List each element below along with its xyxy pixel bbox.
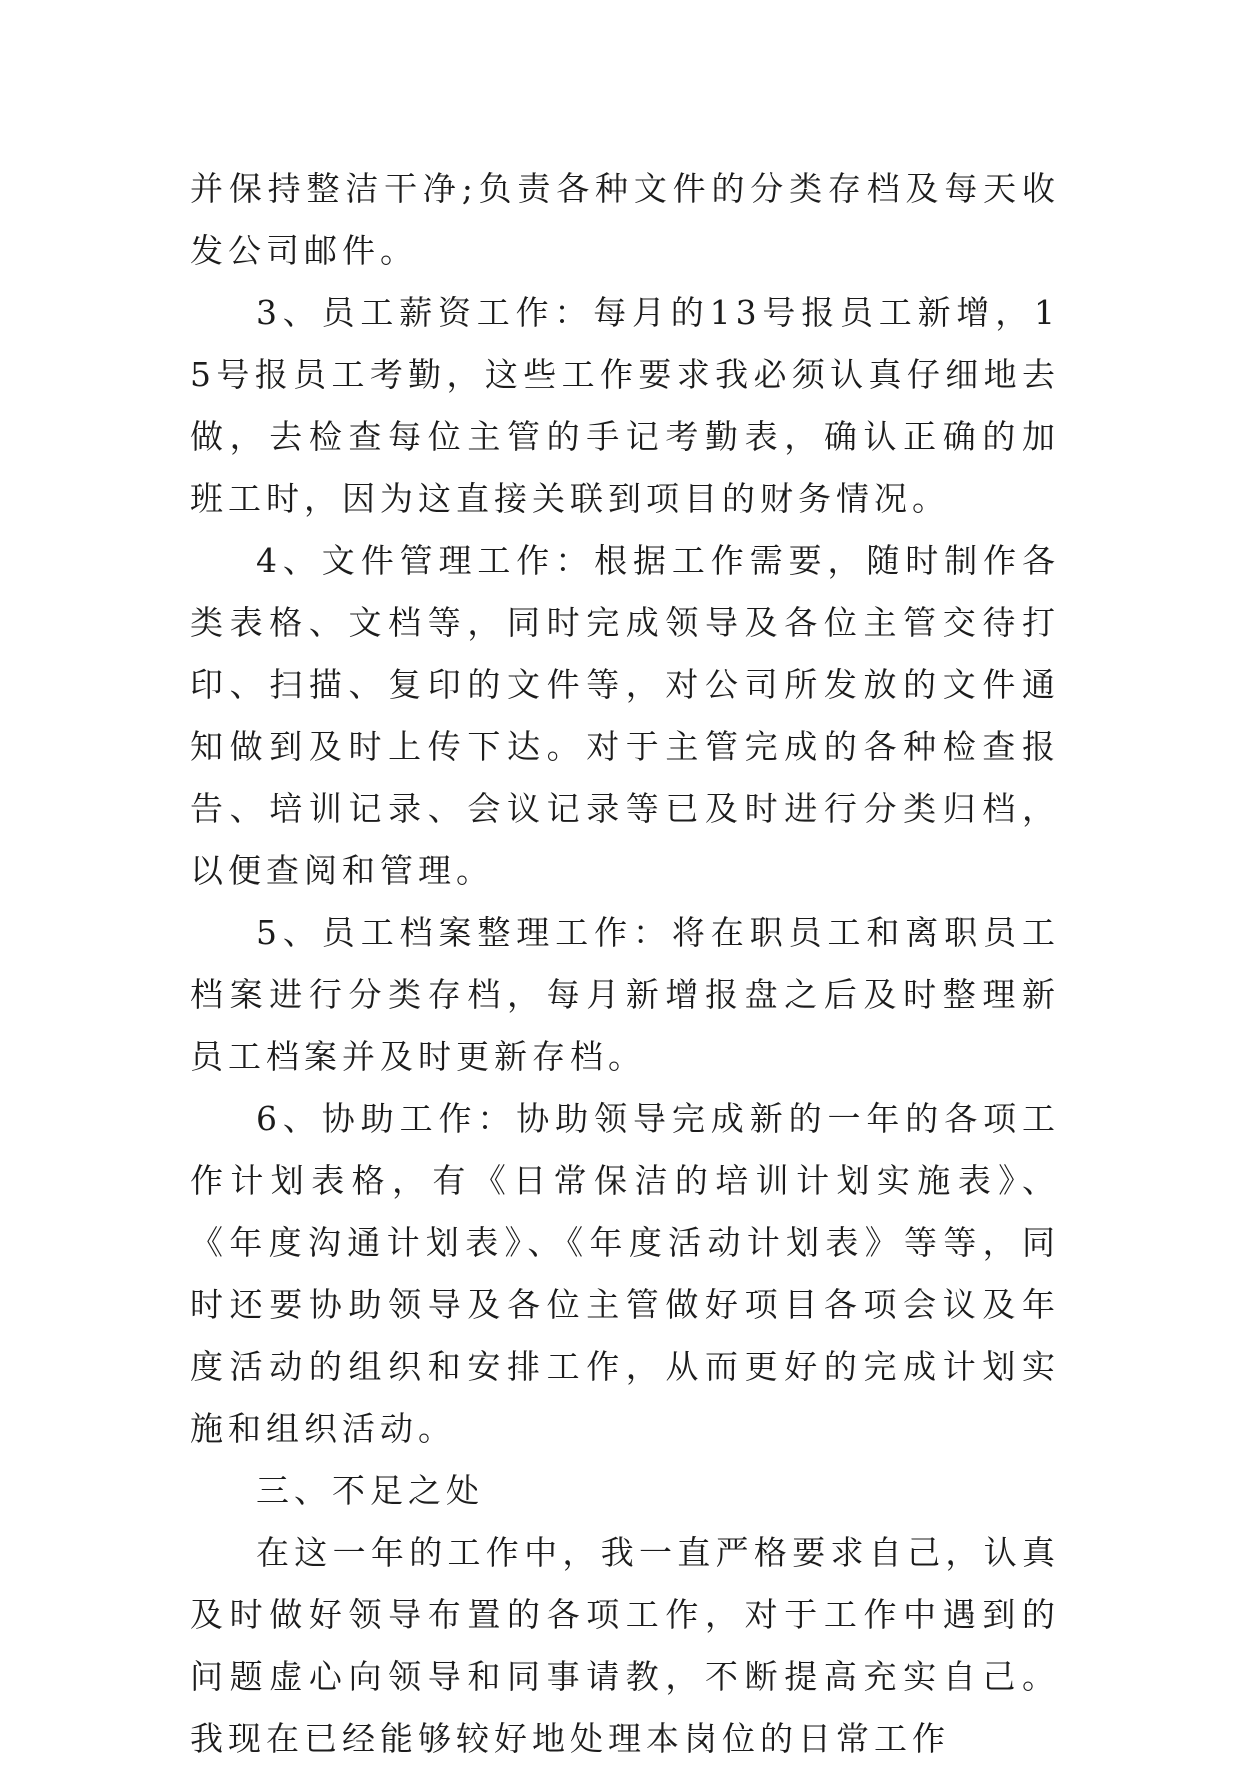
- paragraph-continuation: 并保持整洁干净;负责各种文件的分类存档及每天收发公司邮件。: [190, 169, 1060, 270]
- paragraph-employee-records: 5、员工档案整理工作：将在职员工和离职员工档案进行分类存档，每月新增报盘之后及时整理新员工档案并及时更新存档。: [190, 913, 1060, 1076]
- paragraph-assistance-work: 6、协助工作：协助领导完成新的一年的各项工作计划表格，有《日常保洁的培训计划实施表》、《年度沟通计划表》、《年度活动计划表》等等，同时还要协助领导及各位主管做好项目各项会议及年度活动的组织和安排工作，从而更好的完成计划实施和组织活动。: [190, 1099, 1060, 1448]
- document-body: [190, 158, 1060, 1770]
- paragraph-shortcomings: 在这一年的工作中，我一直严格要求自己，认真及时做好领导布置的各项工作，对于工作中遇到的问题虚心向领导和同事请教，不断提高充实自己。我现在已经能够较好地处理本岗位的日常工作: [190, 1533, 1060, 1758]
- section-heading-shortcomings: 三、不足之处: [256, 1471, 484, 1510]
- paragraph-document-management: 4、文件管理工作：根据工作需要，随时制作各类表格、文档等，同时完成领导及各位主管交待打印、扫描、复印的文件等，对公司所发放的文件通知做到及时上传下达。对于主管完成的各种检查报告、培训记录、会议记录等已及时进行分类归档，以便查阅和管理。: [190, 541, 1060, 890]
- paragraph-payroll-work: 3、员工薪资工作：每月的13号报员工新增，15号报员工考勤，这些工作要求我必须认真仔细地去做，去检查每位主管的手记考勤表，确认正确的加班工时，因为这直接关联到项目的财务情况。: [190, 293, 1060, 518]
